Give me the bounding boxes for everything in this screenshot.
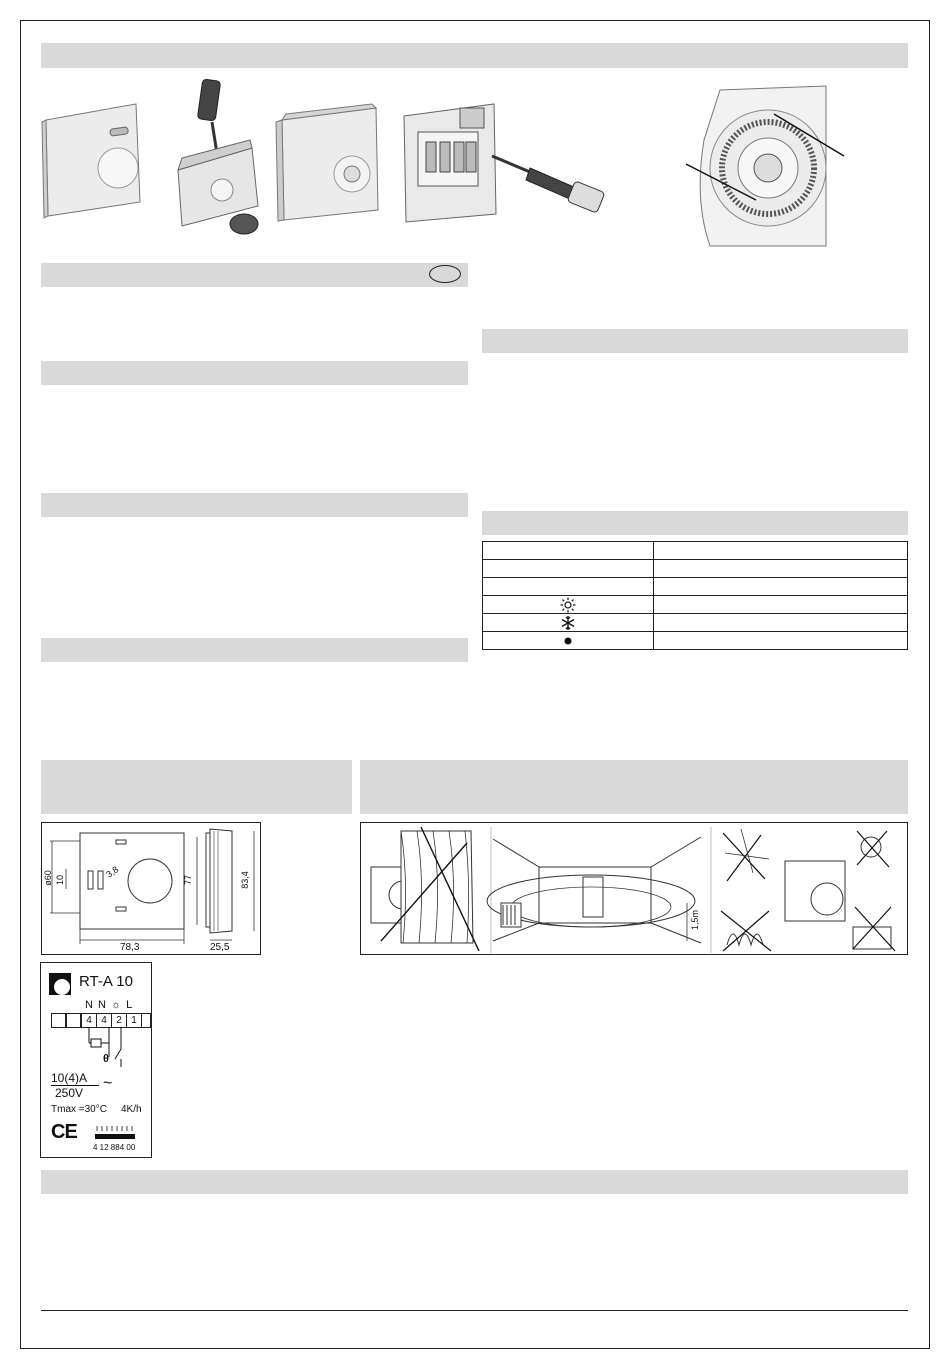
wiring-diagram xyxy=(81,1027,141,1067)
section-bar-3 xyxy=(41,493,468,517)
table-cell xyxy=(654,596,908,614)
thermostat-front-illustration xyxy=(40,98,144,220)
theta-symbol: θ xyxy=(103,1053,109,1065)
terminal-box xyxy=(96,1013,112,1028)
table-cell xyxy=(654,542,908,560)
terminal-box xyxy=(126,1013,142,1028)
dim-height-inner-label: 77 xyxy=(183,874,194,886)
table-row xyxy=(483,614,908,632)
footer-rule xyxy=(41,1310,908,1311)
table-cell xyxy=(654,614,908,632)
table-cell xyxy=(483,614,654,632)
terminal-box xyxy=(111,1013,127,1028)
placement-drawing xyxy=(360,822,908,955)
dim-hole-label: 3,8 xyxy=(104,864,121,880)
dim-gap-label: 10 xyxy=(55,874,66,886)
table-cell xyxy=(483,596,654,614)
dim-width-label: 78,3 xyxy=(120,942,140,953)
placement-height-label: 1,5m xyxy=(690,909,701,931)
dot-icon xyxy=(563,636,573,646)
dimensions-drawing xyxy=(41,822,261,955)
serial-number: 4 12 884 00 xyxy=(93,1143,136,1152)
barcode-icon xyxy=(95,1126,137,1140)
table-row xyxy=(483,578,908,596)
thermostat-base-wiring-illustration xyxy=(400,98,612,224)
language-badge xyxy=(429,265,461,283)
table-cell xyxy=(483,632,654,650)
model-label: RT-A 10 xyxy=(79,973,133,990)
table-row xyxy=(483,560,908,578)
terminal-number: 2 xyxy=(116,1015,122,1026)
dim-diameter-label: ø60 xyxy=(42,870,53,886)
terminal-strip xyxy=(51,1013,149,1027)
terminal-number: 4 xyxy=(101,1015,107,1026)
table-cell xyxy=(654,560,908,578)
section-bar-right-2 xyxy=(482,511,908,535)
table-row xyxy=(483,542,908,560)
rating-current: 10(4)A xyxy=(51,1071,88,1085)
screwdriver-open-cover-illustration xyxy=(172,78,272,238)
sun-icon xyxy=(560,597,576,613)
section-bar-2 xyxy=(41,361,468,385)
table-cell xyxy=(654,578,908,596)
dim-depth-label: 25,5 xyxy=(210,942,230,953)
terminal-number: 4 xyxy=(86,1015,92,1026)
table-cell xyxy=(654,632,908,650)
bottom-section-bar xyxy=(41,1170,908,1194)
top-section-bar xyxy=(41,43,908,68)
table-row xyxy=(483,596,908,614)
section-bar-1 xyxy=(41,263,468,287)
terminal-header: N N ☼ L xyxy=(85,999,134,1011)
dim-height-outer-label: 83,4 xyxy=(239,871,250,889)
section-bar-4 xyxy=(41,638,468,662)
table-cell xyxy=(483,542,654,560)
table-cell xyxy=(483,560,654,578)
ce-mark: CE xyxy=(51,1121,77,1143)
rate-label: 4K/h xyxy=(121,1104,142,1115)
terminal-blank xyxy=(65,1013,81,1028)
section-bar-right-1 xyxy=(482,329,908,353)
table-row xyxy=(483,632,908,650)
brand-logo-icon xyxy=(49,973,71,995)
product-label xyxy=(40,962,152,1158)
terminal-blank xyxy=(141,1013,151,1028)
dimensions-section-bar xyxy=(41,760,352,814)
tmax-label: Tmax =30°C xyxy=(51,1104,107,1115)
placement-section-bar xyxy=(360,760,908,814)
dial-setting-ring-illustration xyxy=(680,80,850,250)
symbol-table xyxy=(482,541,908,650)
rating-voltage: 250V xyxy=(55,1086,84,1100)
table-cell xyxy=(483,578,654,596)
thermostat-open-front-illustration xyxy=(272,100,384,222)
terminal-box xyxy=(81,1013,97,1028)
terminal-number: 1 xyxy=(131,1015,137,1026)
ac-symbol: ~ xyxy=(103,1075,113,1092)
snowflake-icon xyxy=(560,615,576,631)
